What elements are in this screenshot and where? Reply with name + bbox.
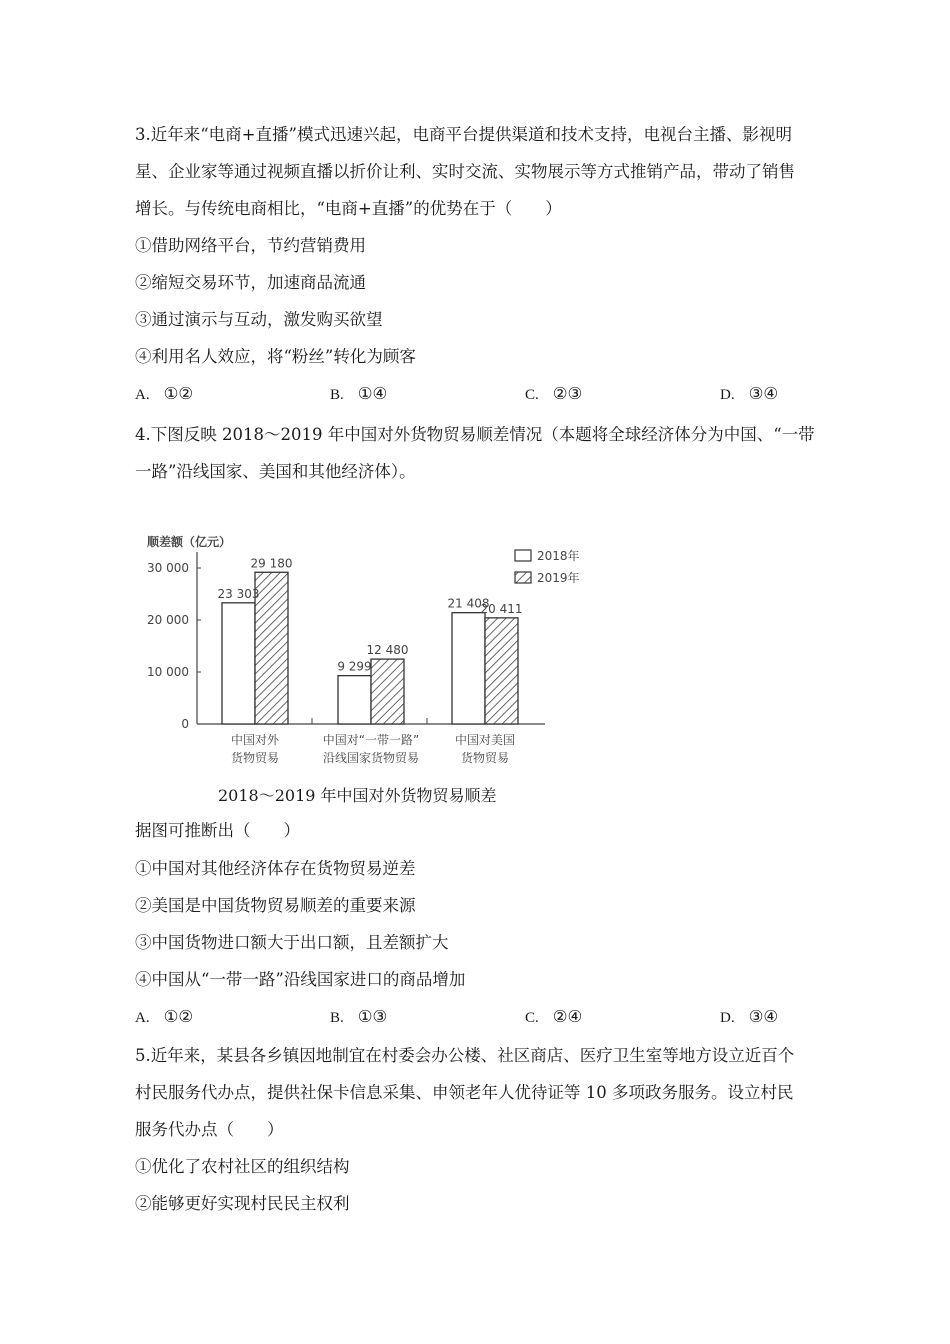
x-category-label: 中国对外 — [230, 733, 280, 747]
q5-stem-line-1: 5.近年来，某县各乡镇因地制宜在村委会办公楼、社区商店、医疗卫生室等地方设立近百个 — [135, 1046, 795, 1065]
q5-stem-line-2: 村民服务代办点，提供社保卡信息采集、申领老年人优待证等 10 多项政务服务。设立村民 — [135, 1083, 794, 1102]
data-label-2018: 9 299 — [337, 659, 372, 674]
q3-options — [135, 383, 835, 405]
y-axis-label: 顺差额（亿元） — [147, 535, 232, 549]
y-tick-label: 10 000 — [147, 665, 189, 679]
q3-option-b[interactable]: B. ①④ — [330, 384, 388, 403]
x-category-label: 货物贸易 — [230, 751, 280, 765]
q5-item-2: ②能够更好实现村民民主权利 — [135, 1194, 350, 1213]
data-label-2018: 21 408 — [447, 596, 490, 611]
q3-item-4: ④利用名人效应，将“粉丝”转化为顾客 — [135, 347, 416, 366]
trade-surplus-chart — [135, 522, 605, 777]
q3-stem-line-2: 星、企业家等通过视频直播以折价让利、实时交流、实物展示等方式推销产品，带动了销售 — [135, 162, 795, 181]
q4-item-3: ③中国货物进口额大于出口额，且差额扩大 — [135, 933, 449, 952]
q4-item-1: ①中国对其他经济体存在货物贸易逆差 — [135, 859, 416, 878]
q5-item-1: ①优化了农村社区的组织结构 — [135, 1157, 350, 1176]
q4-stem-line-2: 一路”沿线国家、美国和其他经济体）。 — [135, 462, 416, 481]
legend-swatch-2019 — [515, 572, 531, 583]
legend-label-2019: 2019年 — [537, 571, 580, 585]
chart-caption: 2018～2019 年中国对外货物贸易顺差 — [218, 786, 497, 805]
q3-stem-line-3: 增长。与传统电商相比，“电商+直播”的优势在于（ ） — [135, 199, 562, 218]
data-label-2019: 12 480 — [366, 643, 409, 658]
q4-stem-line-1: 4.下图反映 2018～2019 年中国对外货物贸易顺差情况（本题将全球经济体分为中国、“一带 — [135, 425, 815, 444]
x-category-label: 中国对“一带一路” — [322, 733, 420, 747]
data-label-2019: 20 411 — [480, 601, 523, 616]
x-category-label: 货物贸易 — [460, 751, 510, 765]
q4-prompt: 据图可推断出（ ） — [135, 821, 300, 840]
bar-2019 — [485, 618, 518, 724]
bar-2019 — [371, 659, 404, 724]
q3-item-3: ③通过演示与互动，激发购买欲望 — [135, 310, 383, 329]
data-label-2018: 23 303 — [217, 586, 260, 601]
q3-option-a[interactable]: A. ①② — [135, 384, 194, 403]
q4-item-4: ④中国从“一带一路”沿线国家进口的商品增加 — [135, 970, 466, 989]
bar-2018 — [222, 603, 255, 724]
q3-option-c[interactable]: C. ②③ — [525, 384, 583, 403]
q4-option-b[interactable]: B. ①③ — [330, 1007, 388, 1026]
x-category-label: 中国对美国 — [454, 733, 516, 747]
bar-2019 — [255, 572, 288, 724]
q3-option-d[interactable]: D. ③④ — [720, 384, 779, 403]
q4-option-d[interactable]: D. ③④ — [720, 1007, 779, 1026]
bar-2018 — [338, 676, 371, 724]
bar-2018 — [452, 613, 485, 724]
q4-option-c[interactable]: C. ②④ — [525, 1007, 583, 1026]
q4-item-2: ②美国是中国货物贸易顺差的重要来源 — [135, 896, 416, 915]
y-tick-label: 30 000 — [147, 561, 189, 575]
q5-stem-line-3: 服务代办点（ ） — [135, 1120, 284, 1139]
q4-options — [135, 1006, 835, 1028]
x-category-label: 沿线国家货物贸易 — [322, 751, 420, 765]
y-tick-label: 20 000 — [147, 613, 189, 627]
q3-item-1: ①借助网络平台，节约营销费用 — [135, 236, 366, 255]
legend-swatch-2018 — [515, 550, 531, 561]
q3-stem-line-1: 3.近年来“电商+直播”模式迅速兴起，电商平台提供渠道和技术支持，电视台主播、影视明 — [135, 125, 792, 144]
q3-item-2: ②缩短交易环节，加速商品流通 — [135, 273, 366, 292]
data-label-2019: 29 180 — [250, 556, 293, 571]
legend-label-2018: 2018年 — [537, 549, 580, 563]
q4-option-a[interactable]: A. ①② — [135, 1007, 194, 1026]
y-tick-label: 0 — [181, 717, 189, 731]
